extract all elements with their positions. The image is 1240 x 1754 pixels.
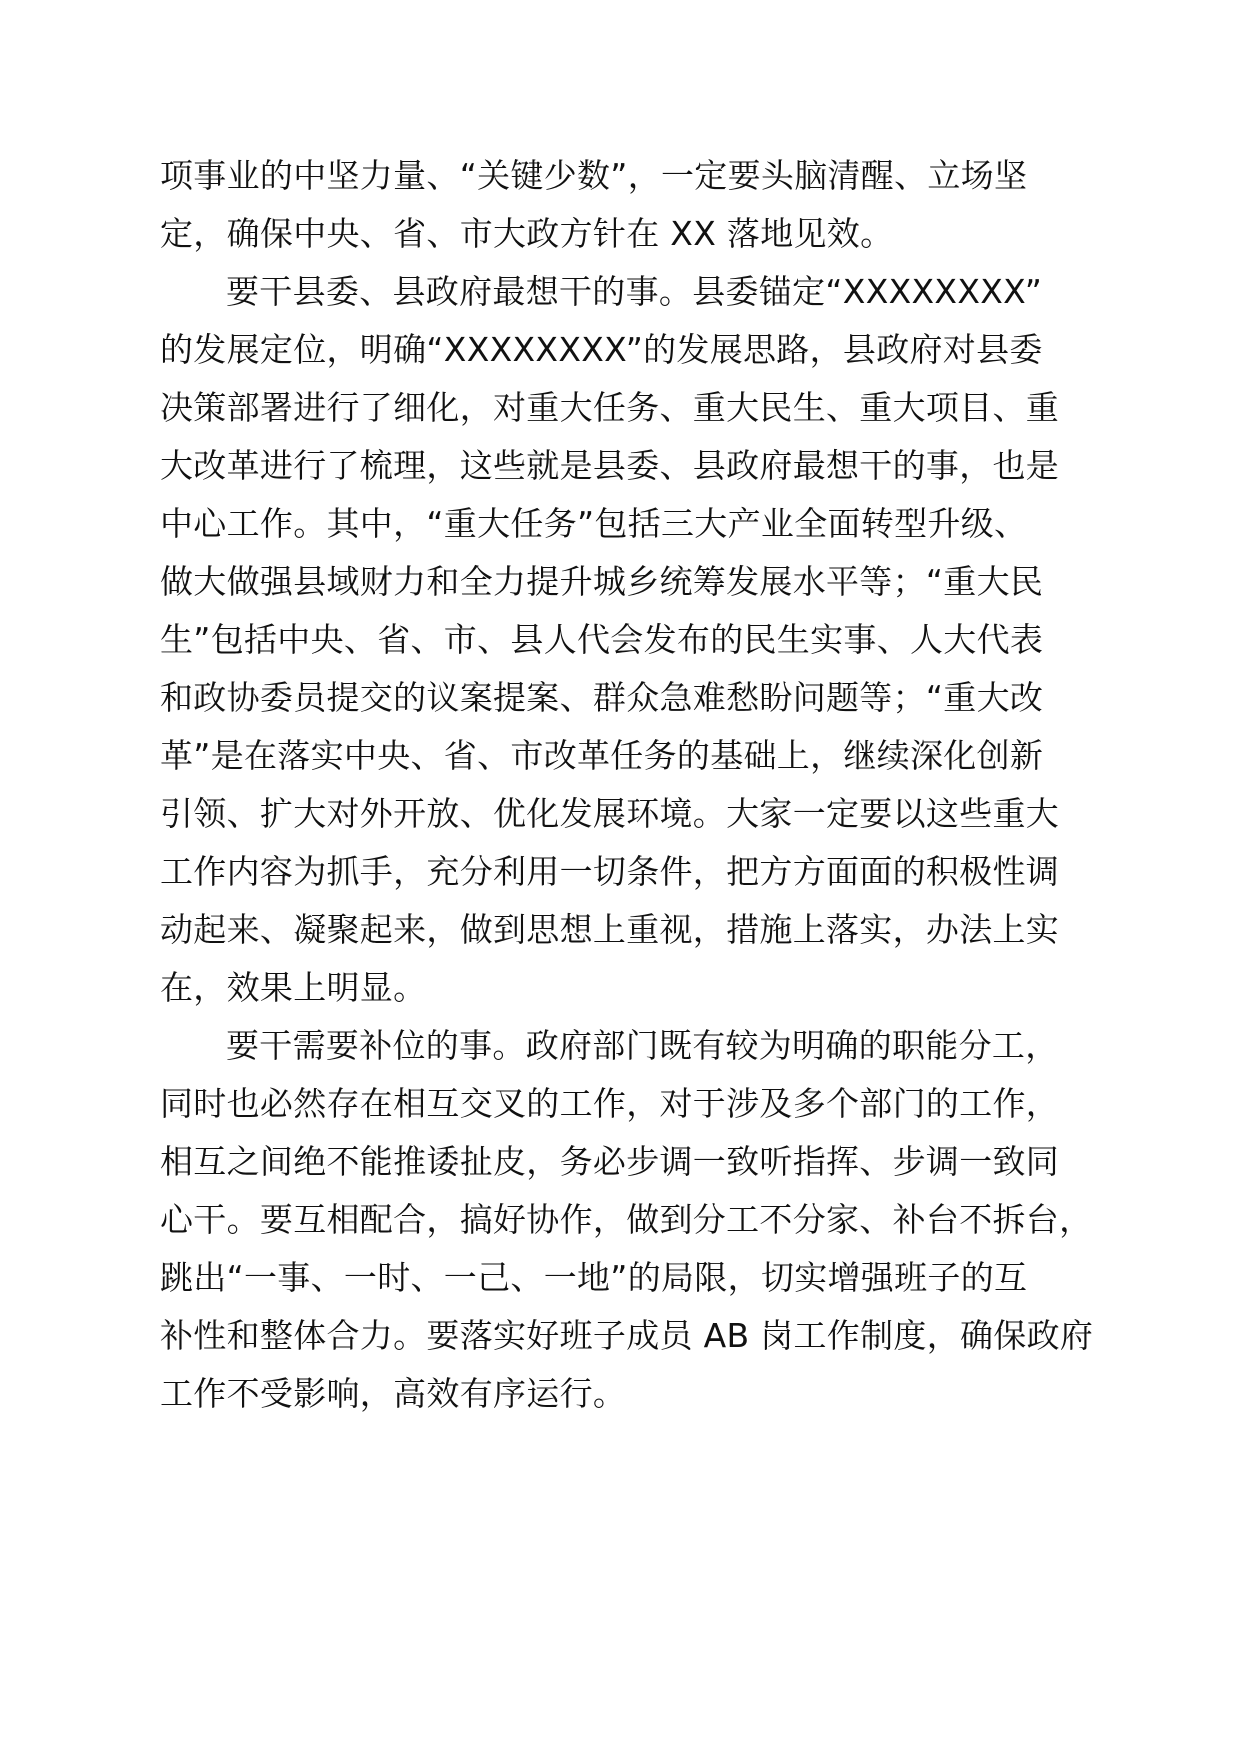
text-line: 项事业的中坚力量、“关键少数”，一定要头脑清醒、立场坚 — [160, 156, 1028, 195]
text-line: 决策部署进行了细化，对重大任务、重大民生、重大项目、重 — [160, 388, 1060, 427]
text-line: 工作内容为抓手，充分利用一切条件，把方方面面的积极性调 — [160, 852, 1060, 891]
text-line: 跳出“一事、一时、一己、一地”的局限，切实增强班子的互 — [160, 1258, 1028, 1297]
text-line: 工作不受影响，高效有序运行。 — [160, 1374, 627, 1413]
text-line: 革”是在落实中央、省、市改革任务的基础上，继续深化创新 — [160, 736, 1044, 775]
text-line: 生”包括中央、省、市、县人代会发布的民生实事、人大代表 — [160, 620, 1044, 659]
paragraph-start-line: 要干需要补位的事。政府部门既有较为明确的职能分工， — [226, 1026, 1059, 1065]
text-line: 补性和整体合力。要落实好班子成员 AB 岗工作制度，确保政府 — [160, 1316, 1094, 1355]
text-line: 同时也必然存在相互交叉的工作，对于涉及多个部门的工作， — [160, 1084, 1060, 1123]
text-line: 引领、扩大对外开放、优化发展环境。大家一定要以这些重大 — [160, 794, 1060, 833]
paragraph-start-line: 要干县委、县政府最想干的事。县委锚定“XXXXXXXX” — [226, 272, 1043, 311]
text-line: 动起来、凝聚起来，做到思想上重视，措施上落实，办法上实 — [160, 910, 1060, 949]
text-line: 和政协委员提交的议案提案、群众急难愁盼问题等；“重大改 — [160, 678, 1044, 717]
text-line: 心干。要互相配合，搞好协作，做到分工不分家、补台不拆台， — [160, 1200, 1093, 1239]
text-line: 相互之间绝不能推诿扯皮，务必步调一致听指挥、步调一致同 — [160, 1142, 1060, 1181]
text-line: 大改革进行了梳理，这些就是县委、县政府最想干的事，也是 — [160, 446, 1060, 485]
text-line: 定，确保中央、省、市大政方针在 XX 落地见效。 — [160, 214, 894, 253]
text-line: 在，效果上明显。 — [160, 968, 427, 1007]
text-line: 做大做强县域财力和全力提升城乡统筹发展水平等；“重大民 — [160, 562, 1044, 601]
text-line: 中心工作。其中，“重大任务”包括三大产业全面转型升级、 — [160, 504, 1028, 543]
text-line: 的发展定位，明确“XXXXXXXX”的发展思路，县政府对县委 — [160, 330, 1043, 369]
